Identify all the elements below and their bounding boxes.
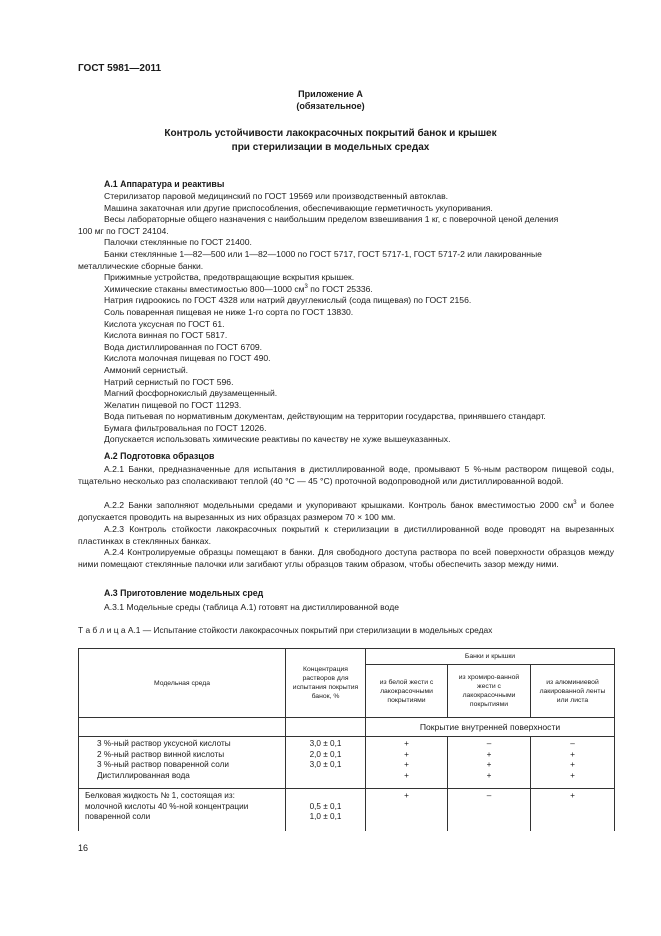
- superscript: 3: [304, 283, 308, 290]
- list-item: Допускается использовать химические реактивы по качеству не хуже вышеуказанных.: [104, 434, 451, 445]
- list-item: Натрия гидроокись по ГОСТ 4328 или натрий двууглекислый (сода пищевая) по ГОСТ 2156.: [104, 295, 472, 306]
- equipment-list: [78, 191, 614, 446]
- superscript: 3: [573, 500, 577, 507]
- standard-number: ГОСТ 5981—2011: [78, 63, 162, 74]
- paragraph-text: А.2.1 Банки, предназначенные для испытания в дистиллированной воде, промывают 5 %-ным раствором пищевой соды, тщательно несколько раз споласкивают теплой (40 °С — 45 °С) проточной водопроводной или дистиллированной водой.: [78, 464, 614, 486]
- cell-chrome-group1: [448, 737, 531, 789]
- paragraph-a2-2: [78, 500, 614, 523]
- result-mark: +: [570, 791, 575, 800]
- paragraph-text: А.2.4 Контролируемые образцы помещают в банки. Для свободного доступа раствора по всей поверхности образцов между ними помещают стеклянные палочки или загибают углы образцов таким образом, чтобы обеспечить зазор между ними.: [78, 547, 614, 569]
- concentration-value: 1,0 ± 0,1: [309, 812, 342, 822]
- list-item: Магний фосфорнокислый двузамещенный.: [104, 388, 278, 399]
- appendix-status: (обязательное): [296, 101, 365, 111]
- list-item: [78, 284, 614, 296]
- result-mark: –: [486, 791, 492, 800]
- header-cans-and-lids: Банки и крышки: [366, 649, 615, 665]
- list-item: Вода питьевая по нормативным документам, действующим на территории государства, принявшего стандарт.: [104, 411, 546, 422]
- list-item: Кислота молочная пищевая по ГОСТ 490.: [104, 353, 271, 364]
- cell-alu-group2: [531, 789, 615, 831]
- cell-conc-group1: [286, 737, 366, 789]
- concentration-value: 2,0 ± 0,1: [309, 749, 342, 759]
- section-a1-heading: А.1 Аппаратура и реактивы: [104, 179, 225, 189]
- header-concentration: Концентрация растворов для испытания покрытия банок, %: [286, 649, 366, 718]
- list-item: Банки стеклянные 1—82—500 или 1—82—1000 по ГОСТ 5717, ГОСТ 5717-1, ГОСТ 5717-2 или лакированные: [104, 248, 542, 259]
- header-white-tin: из белой жести с лакокрасочными покрытиями: [366, 665, 448, 718]
- list-item-tail: по ГОСТ 25336.: [307, 283, 373, 294]
- result-mark: +: [486, 771, 492, 781]
- result-mark: +: [570, 771, 575, 781]
- result-mark: +: [404, 749, 409, 759]
- list-item: Кислота уксусная по ГОСТ 61.: [104, 318, 225, 329]
- result-mark: +: [570, 749, 575, 759]
- list-item: Стерилизатор паровой медицинский по ГОСТ 19569 или производственный автоклав.: [104, 191, 449, 201]
- paragraph-text: А.2.3 Контроль стойкости лакокрасочных покрытий к стерилизации в дистиллированной воде проводят на вырезанных пластинках в стеклянных банках.: [78, 524, 614, 546]
- list-item: Соль поваренная пищевая не ниже 1-го сорта по ГОСТ 13830.: [104, 306, 354, 317]
- medium-name: 3 %-ный раствор уксусной кислоты: [97, 739, 231, 748]
- list-item: Бумага фильтровальная по ГОСТ 12026.: [104, 422, 267, 433]
- paragraph-a3-1: А.3.1 Модельные среды (таблица А.1) готовят на дистиллированной воде: [104, 602, 400, 612]
- appendix-heading-line2: при стерилизации в модельных средах: [231, 142, 430, 153]
- section-a3-heading: А.3 Приготовление модельных сред: [104, 588, 264, 598]
- cell-white-group1: [366, 737, 448, 789]
- medium-name: поваренной соли: [85, 812, 151, 822]
- page-number: 16: [78, 843, 89, 853]
- appendix-title: Приложение А: [298, 89, 363, 99]
- header-medium: Модельная среда: [79, 649, 286, 718]
- concentration-value: [286, 791, 365, 802]
- result-mark: +: [404, 760, 409, 770]
- list-item-text: Химические стаканы вместимостью 800—1000 см: [104, 283, 305, 294]
- list-item: Машина закаточная или другие приспособления, обеспечивающие герметичность укупоривания.: [104, 202, 493, 213]
- table-subheader-row: [79, 718, 615, 737]
- list-item: 100 мг по ГОСТ 24104.: [78, 225, 169, 236]
- concentration-value: 0,5 ± 0,1: [309, 801, 342, 811]
- list-item: Прижимные устройства, предотвращающие вскрытия крышек.: [104, 272, 355, 283]
- medium-name: Белковая жидкость № 1, состоящая из:: [85, 791, 235, 800]
- subheader-inner-coating: Покрытие внутренней поверхности: [366, 718, 615, 737]
- result-mark: +: [404, 791, 409, 800]
- result-mark: +: [570, 760, 575, 770]
- paragraph-text: и более допускается проводить на вырезанных из них образцах размером 70 × 100 мм.: [78, 500, 614, 522]
- medium-name: 3 %-ный раствор поваренной соли: [97, 760, 229, 770]
- list-item: Натрий сернистый по ГОСТ 596.: [104, 376, 234, 387]
- list-item: Весы лабораторные общего назначения с наибольшим пределом взвешивания 1 кг, с поверочной ценой деления: [104, 214, 559, 225]
- result-mark: –: [570, 739, 575, 748]
- result-mark: +: [486, 760, 492, 770]
- cell-white-group2: [366, 789, 448, 831]
- cell-alu-group1: [531, 737, 615, 789]
- cell-media-group2: [79, 789, 286, 831]
- table-caption: Т а б л и ц а А.1 — Испытание стойкости лакокрасочных покрытий при стерилизации в модельных средах: [78, 625, 493, 635]
- header-aluminium: из алюминиевой лакированной ленты или листа: [531, 665, 615, 718]
- table-header-row: [79, 649, 615, 665]
- list-item: Палочки стеклянные по ГОСТ 21400.: [104, 237, 252, 248]
- paragraph-a2-1: [78, 464, 614, 487]
- concentration-value: 3,0 ± 0,1: [309, 760, 342, 770]
- paragraph-a2-3: [78, 524, 614, 547]
- cell-conc-group2: [286, 789, 366, 831]
- result-mark: +: [486, 749, 492, 759]
- appendix-heading-line1: Контроль устойчивости лакокрасочных покрытий банок и крышек: [164, 128, 497, 139]
- medium-name: Дистиллированная вода: [97, 771, 190, 781]
- cell-media-group1: [79, 737, 286, 789]
- list-item: Вода дистиллированная по ГОСТ 6709.: [104, 341, 263, 352]
- result-mark: –: [486, 739, 492, 748]
- cell-chrome-group2: [448, 789, 531, 831]
- list-item: Аммоний сернистый.: [104, 364, 189, 375]
- paragraph-text: А.2.2 Банки заполняют модельными средами и укупоривают крышками. Контроль банок вместимостью 2000 см: [104, 500, 574, 510]
- list-item: металлические сборные банки.: [78, 260, 204, 271]
- sterilization-table: [78, 648, 615, 831]
- paragraph-a2-4: [78, 547, 614, 570]
- list-item: Кислота винная по ГОСТ 5817.: [104, 330, 228, 341]
- list-item: Желатин пищевой по ГОСТ 11293.: [104, 399, 242, 410]
- medium-name: молочной кислоты 40 %-ной концентрации: [85, 801, 249, 811]
- concentration-value: 3,0 ± 0,1: [309, 739, 342, 748]
- result-mark: +: [404, 739, 409, 748]
- result-mark: +: [404, 771, 409, 781]
- section-a2-heading: А.2 Подготовка образцов: [104, 451, 215, 461]
- concentration-value: [286, 771, 365, 782]
- table-row: [79, 789, 615, 831]
- header-chrome-tin: из хромиро-ванной жести с лакокрасочными покрытиями: [448, 665, 531, 718]
- table-row: [79, 737, 615, 789]
- medium-name: 2 %-ный раствор винной кислоты: [97, 749, 225, 759]
